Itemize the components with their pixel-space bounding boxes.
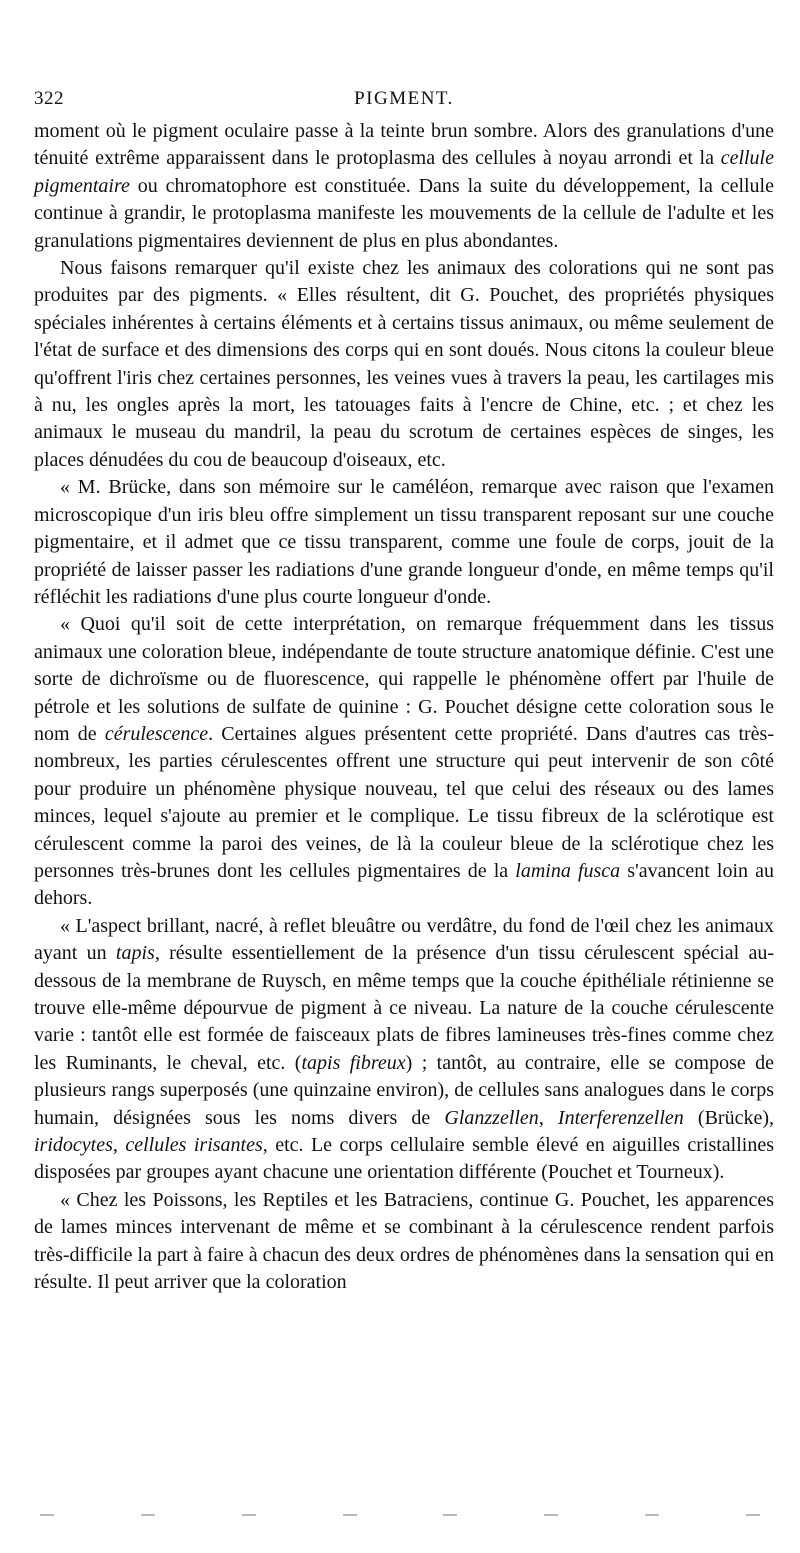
text-segment: s'avancent loin au dehors.: [34, 859, 774, 910]
running-head: PIGMENT.: [354, 88, 454, 109]
paragraph: [34, 611, 774, 912]
italic-term: Interferenzellen: [557, 1106, 684, 1129]
italic-term: cellules irisantes: [125, 1134, 263, 1157]
scan-mark: [746, 1514, 760, 1516]
text-segment: ,: [538, 1106, 558, 1129]
scan-mark: [242, 1514, 256, 1516]
paragraph: [34, 913, 774, 1187]
page-header: [34, 88, 774, 118]
scan-mark: [40, 1514, 54, 1516]
text-segment: « M. Brücke, dans son mémoire sur le caméléon, remarque avec raison que l'examen microscopique d'un iris bleu offre simplement un tissu transparent reposant sur une couche pigmentaire, et il admet que ce tissu transparent, comme une foule de corps, jouit de la propriété de laisser passer les radiations d'une grande longueur d'onde, en même temps qu'il réfléchit les radiations d'une plus courte longueur d'onde.: [34, 476, 774, 608]
text-segment: (Brücke),: [683, 1106, 774, 1129]
italic-term: cellule pigmentaire: [34, 147, 774, 197]
paragraph: [34, 255, 774, 474]
text-segment: Nous faisons remarquer qu'il existe chez les animaux des colorations qui ne sont pas produites par des pigments. « Elles résultent, dit G. Pouchet, des propriétés physiques spéciales inhérentes à certains éléments et à certains tissus animaux, ou même seulement de l'état de surface et des dimensions des corps qui en sont doués. Nous citons la couleur bleue qu'offrent l'iris chez certaines personnes, les veines vues à travers la peau, les cartilages mis à nu, les ongles après la mort, les tatouages faits à l'encre de Chine, etc. ; et chez les animaux le museau du mandril, la peau du scrotum de certaines espèces de singes, les places dénudées du cou de beaucoup d'oiseaux, etc.: [34, 257, 774, 471]
scan-artifact-line: [40, 1514, 760, 1518]
italic-term: tapis: [115, 942, 155, 965]
scan-mark: [645, 1514, 659, 1516]
italic-term: tapis fibreux: [301, 1051, 406, 1074]
text-segment: . Certaines algues présentent cette propriété. Dans d'autres cas très-nombreux, les parties cérulescentes offrent une structure qui peut intervenir de son côté pour produire un phénomène physique nouveau, tel que celui des réseaux ou des lames minces, lequel s'ajoute au premier et le complique. Le tissu fibreux de la sclérotique est cérulescent comme la paroi des veines, de là la couleur bleue de la sclérotique chez les personnes très-brunes dont les cellules pigmentaires de la: [34, 722, 775, 882]
paragraph: [34, 1187, 774, 1297]
italic-term: lamina fusca: [515, 859, 621, 882]
page-number: 322: [34, 88, 64, 109]
text-segment: « L'aspect brillant, nacré, à reflet bleuâtre ou verdâtre, du fond de l'œil chez les animaux ayant un: [34, 914, 774, 965]
scan-mark: [443, 1514, 457, 1516]
paragraph: [34, 474, 774, 611]
body-text: [34, 118, 774, 1296]
text-segment: ,: [112, 1134, 126, 1157]
text-segment: « Quoi qu'il soit de cette interprétation, on remarque fréquemment dans les tissus animaux une coloration bleue, indépendante de toute structure anatomique définie. C'est une sorte de dichroïsme ou de fluorescence, qui rappelle le phénomène offert par l'huile de pétrole et les solutions de sulfate de quinine : G. Pouchet désigne cette coloration sous le nom de: [34, 613, 774, 745]
italic-term: iridocytes: [34, 1134, 113, 1157]
text-segment: , etc. Le corps cellulaire semble élevé en aiguilles cristallines disposées par groupes ayant chacune une orientation différente (Pouchet et Tourneux).: [34, 1134, 775, 1184]
document-page: [34, 88, 774, 1296]
paragraph: [34, 118, 774, 255]
text-segment: ou chromatophore est constituée. Dans la suite du développement, la cellule continue à grandir, le protoplasma manifeste les mouvements de la cellule de l'adulte et les granulations pigmentaires deviennent de plus en plus abondantes.: [34, 174, 774, 252]
italic-term: Glanzzellen: [444, 1106, 539, 1129]
text-segment: ) ; tantôt, au contraire, elle se compose de plusieurs rangs superposés (une quinzaine environ), de cellules sans analogues dans le corps humain, désignées sous les noms divers de: [34, 1051, 775, 1129]
text-segment: moment où le pigment oculaire passe à la teinte brun sombre. Alors des granulations d'une ténuité extrême apparaissent dans le protoplasma des cellules à noyau arrondi et la: [34, 120, 774, 170]
scan-mark: [544, 1514, 558, 1516]
italic-term: cérulescence: [104, 722, 209, 745]
text-segment: , résulte essentiellement de la présence d'un tissu cérulescent spécial au-dessous de la membrane de Ruysch, en même temps que la couche épithéliale rétinienne se trouve elle-même dépourvue de pigment à ce niveau. La nature de la couche cérulescente varie : tantôt elle est formée de faisceaux plats de fibres lamineuses très-fines comme chez les Ruminants, le cheval, etc. (: [34, 942, 775, 1074]
scan-mark: [343, 1514, 357, 1516]
scan-mark: [141, 1514, 155, 1516]
text-segment: « Chez les Poissons, les Reptiles et les Batraciens, continue G. Pouchet, les apparences de lames minces intervenant de même et se combinant à la cérulescence rendent parfois très-difficile la part à faire à chacun des deux ordres de phénomènes dans la sensation qui en résulte. Il peut arriver que la coloration: [34, 1188, 774, 1294]
